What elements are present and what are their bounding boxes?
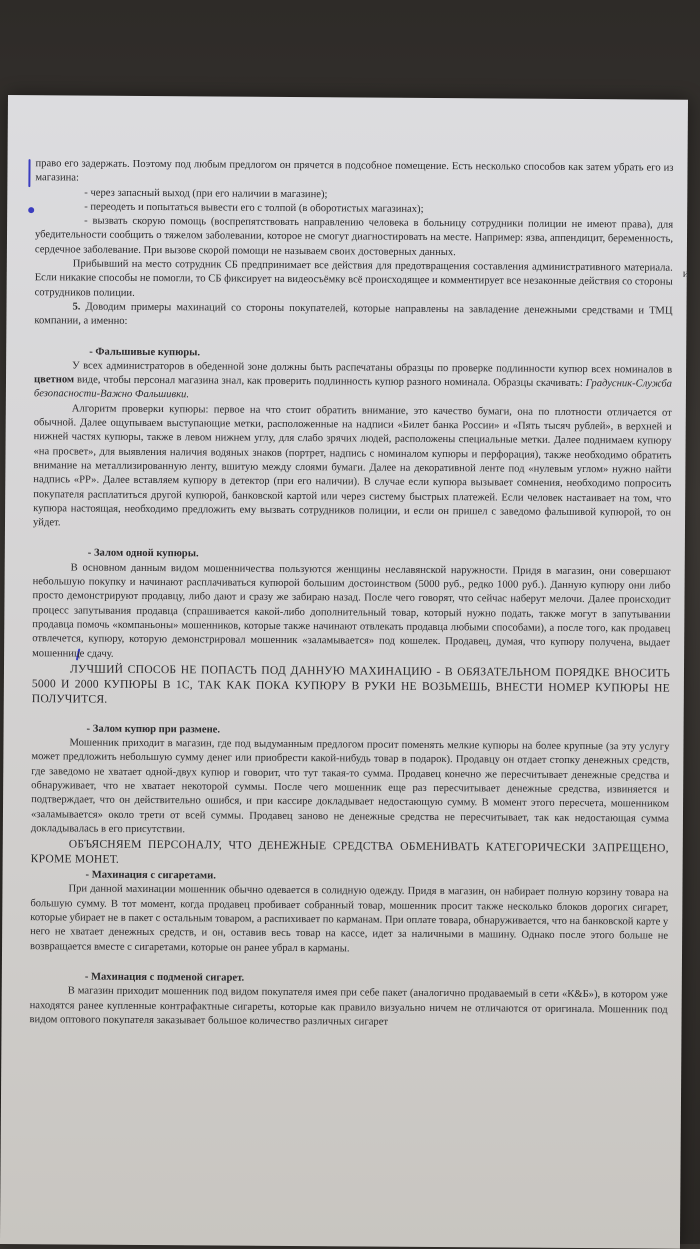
list-item: - через запасный выход (при его наличии в магазине); — [84, 187, 328, 200]
list-item: - вызвать скорую помощь (воспрепятствовать направлению человека в больницу сотрудники полиции не имеют права), для убедительности сообщить о тяжелом заболевании, которое не смогут диагностировать на месте. Например: язва, аппендицит, беременность, сердечное заболевание. При вызове скорой помощи не называем своих достоверных данных. — [34, 215, 674, 258]
intro-paragraph: право его задержать. Поэтому под любым предлогом он прячется в подсобное помещение. Есть несколько способов как затем убрать его из магазина: — [35, 158, 674, 184]
caps-warning: ОБЪЯСНЯЕМ ПЕРСОНАЛУ, ЧТО ДЕНЕЖНЫЕ СРЕДСТВА ОБМЕНИВАТЬ КАТЕГОРИЧЕСКИ ЗАПРЕЩЕНО, КРОМЕ МОНЕТ. — [30, 837, 669, 866]
document-text — [29, 157, 673, 1032]
fake-paragraph-1 — [34, 359, 672, 406]
cigarettes-paragraph: При данной махинации мошенник обычно одевается в солидную одежду. Придя в магазин, он набирает полную корзину товара на большую сумму. В тот момент, когда продавец пробивает собранный товар, мошенник просит также несколько блоков дорогих сигарет, которые убирает не в пакет с остальным товаром, а распихивает по карманам. При оплате товара, обнаруживается, что на банковской карте у него не хватает денежных средств, и он, оставив весь товар на кассе, идет за наличными в машину. Однако после этого больше не возвращается вместе с сигаретами, которые он ранее убрал в карманы. — [30, 883, 669, 955]
section-heading: - Фальшивые купюры. — [89, 346, 201, 358]
fake-paragraph-2: Алгоритм проверки купюры: первое на что стоит обратить внимание, это качество бумаги, она по плотности отличается от обычной. Далее ощупываем выступающие метки, расположенные на надписи «Билет банка России» и «Пять тысяч рублей», в верхней и нижней частях купюры, также в левом нижнем углу, для слабо зрячих людей, расположены специальные метки. Далее поднимаем купюру «на просвет», для выявления наличия водяных знаков (портрет, надпись с номиналом купюры и перфорация), также необходимо обратить внимание на металлизированную ленту, вшитую между слоями бумаги. Далее на декоративной ленте под «нулевым углом» нужно найти надпись «РР». Далее вставляем купюру в детектор (при его наличии). В случае если купюра вызывает сомнения, необходимо попросить покупателя расплатиться другой купюрой, банковской картой или через систему быстрых платежей. Если человек настаивает на том, что купюра настоящая, необходимо предложить ему вызвать сотрудников полиции, и если он пришел с заведомо фальшивой купюрой, то он уйдет. — [32, 403, 672, 529]
section-5-paragraph — [34, 300, 672, 333]
section-5-text: Доводим примеры махинаций со стороны покупателей, которые направлены на завладение денежными средствами и ТМЦ компании, а именно: — [34, 301, 673, 328]
one-bill-paragraph: В основном данным видом мошенничества пользуются женщины неславянской наружности. Придя в магазин, они совершают небольшую покупку и начинают расплачиваться купюрой большим достоинством (5000 руб., редко 1000 руб.). Данную купюру они либо просто демонстрируют продавцу, либо дают и сразу же забираю назад. После чего говорят, что сейчас наберут мелочи. Далее происходит процесс запутывания продавца (спрашивается какой-либо дополнительный товар, который нужно подать, также могут в запутывании продавца помочь «компаньоны» мошенников, которые также начинают отвлекать продавца любыми способами), а после того, как продавец отвлечется, купюру, которую демонстрировал мошенник «заламывается» под кошелек. Продавец, думая, что купюру получена, выдает мошеннице сдачу. — [32, 562, 671, 660]
section-heading: - Махинация с подменой сигарет. — [84, 971, 245, 984]
document-page — [0, 95, 688, 1249]
text-run: У всех администраторов в обеденной зоне должны быть распечатаны образцы по проверке подлинности купюр всех номиналов в — [72, 360, 673, 376]
pen-dot-mark — [28, 207, 34, 213]
edge-letter: и — [682, 267, 689, 280]
section-heading: - Махинация с сигаретами. — [85, 869, 216, 882]
pen-margin-stroke — [28, 159, 30, 187]
section-heading: - Залом одной купюры. — [87, 547, 199, 560]
sb-paragraph: Прибывший на место сотрудник СБ предпринимает все действия для предотвращения составления административного материала. Если никакие способы не помогли, то СБ фиксирует на видеосъёмку всё происходящее и комментирует все незаконные действия со стороны сотрудников полиции. — [34, 258, 673, 299]
swap-paragraph: В магазин приходит мошенник под видом покупателя имея при себе пакет (аналогично продаваемый в сети «К&Б»), в котором уже находятся ранее купленные контрафактные сигареты, которые как правило визуально ничем не отличаются от оригинала. Мошенник под видом оптового покупателя заказывает большое количество различных сигарет — [29, 985, 668, 1028]
bold-run: цветном — [33, 374, 75, 386]
section-number: 5. — [72, 301, 81, 313]
italic-path: Градусник-Служба безопасности-Важно Фальшивки. — [33, 378, 673, 401]
section-heading: - Залом купюр при размене. — [86, 723, 221, 736]
exchange-paragraph: Мошенник приходит в магазин, где под выдуманным предлогом просит поменять мелкие купюры на более крупные (за эту услугу может предложить небольшую сумму денег или приобрести какой-нибудь товар в подарок). Продавцу он отдает стопку денежных средств, где заведомо не хватает одной-двух купюр и говорит, что тут такая-то сумма. Продавец конечно же пересчитывает денежные средства и обнаруживает, что не хватает некоторой суммы. После чего мошенник еще раз пересчитывает денежные средства, извиняется и подтверждает, что он действительно ошибся, и при кассире докладывает недостающую сумму. В момент этого пересчета, мошенником «заламывается» около трети от всей суммы. Продавец заново не денежные средства не пересчитывает, так как недостающая сумма докладывалась в его присутствии. — [30, 737, 670, 836]
text-run: виде, чтобы персонал магазина знал, как проверить подлинность купюр разного номинала. Образцы скачивать: — [74, 374, 586, 390]
list-item: - переодеть и попытаться вывести его с толпой (в оборотистых магазинах); — [84, 201, 424, 215]
caps-warning: ЛУЧШИЙ СПОСОБ НЕ ПОПАСТЬ ПОД ДАННУЮ МАХИНАЦИЮ - В ОБЯЗАТЕЛЬНОМ ПОРЯДКЕ ВНОСИТЬ 5000 И 2000 КУПЮРЫ В 1С, ТАК КАК ПОКА КУПЮРУ В РУКИ НЕ ВОЗЬМЕШЬ, ВНЕСТИ НОМЕР КУПЮРЫ НЕ ПОЛУЧИТСЯ. — [31, 662, 671, 706]
